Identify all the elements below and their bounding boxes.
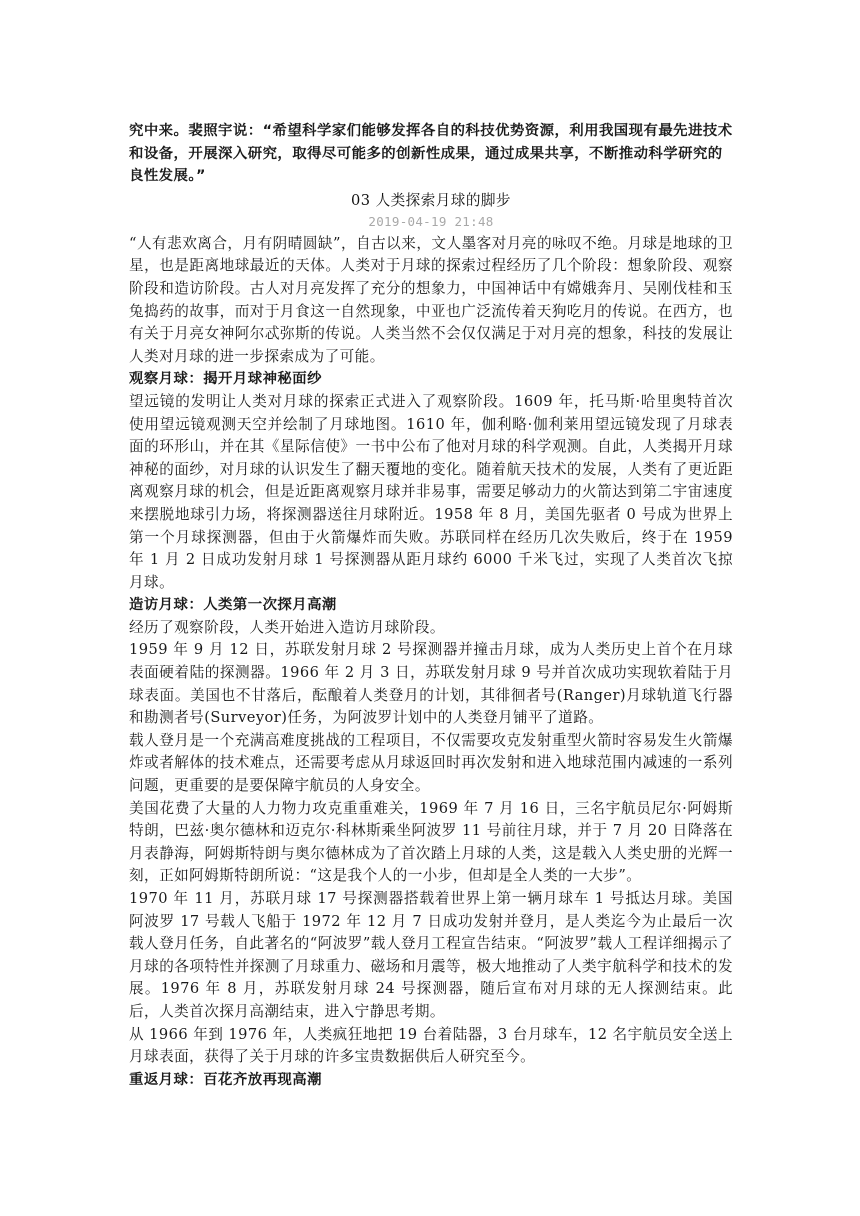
intro-paragraph: 究中来。裴照宇说：“希望科学家们能够发挥各自的科技优势资源，利用我国现有最先进技术和设备，开展深入研究，取得尽可能多的创新性成果，通过成果共享，不断推动科学研究的良性发展。”	[129, 123, 733, 185]
article	[129, 120, 733, 1091]
section-heading: 观察月球：揭开月球神秘面纱	[129, 371, 322, 388]
body-paragraph: 从 1966 年到 1976 年，人类疯狂地把 19 台着陆器，3 台月球车，12 名宇航员安全送上月球表面，获得了关于月球的许多宝贵数据供后人研究至今。	[129, 1025, 733, 1066]
body-paragraph: 经历了观察阶段，人类开始进入造访月球阶段。	[129, 618, 445, 636]
body-paragraph: 载人登月是一个充满高难度挑战的工程项目，不仅需要攻克发射重型火箭时容易发生火箭爆炸或者解体的技术难点，还需要考虑从月球返回时再次发射和进入地球范围内减速的一系列问题，更重要的是要保障宇航员的人身安全。	[129, 731, 733, 795]
body-paragraph: 1959 年 9 月 12 日，苏联发射月球 2 号探测器并撞击月球，成为人类历史上首个在月球表面硬着陆的探测器。1966 年 2 月 3 日，苏联发射月球 9 号并首次成功实现软着陆于月球表面。美国也不甘落后，酝酿着人类登月的计划，其徘徊者号(Ranger)月球轨道飞行器和勘测者号(Surveyor)任务，为阿波罗计划中的人类登月铺平了道路。	[129, 641, 733, 727]
body-paragraph: “人有悲欢离合，月有阴晴圆缺”，自古以来，文人墨客对月亮的咏叹不绝。月球是地球的卫星，也是距离地球最近的天体。人类对于月球的探索过程经历了几个阶段：想象阶段、观察阶段和造访阶段。古人对月亮发挥了充分的想象力，中国神话中有嫦娥奔月、吴刚伐桂和玉兔捣药的故事，而对于月食这一自然现象，中亚也广泛流传着天狗吃月的传说。在西方，也有关于月亮女神阿尔忒弥斯的传说。人类当然不会仅仅满足于对月亮的想象，科技的发展让人类对月球的进一步探索成为了可能。	[129, 234, 733, 365]
section-heading: 重返月球：百花齐放再现高潮	[129, 1071, 322, 1088]
body-paragraph: 望远镜的发明让人类对月球的探索正式进入了观察阶段。1609 年，托马斯·哈里奥特首次使用望远镜观测天空并绘制了月球地图。1610 年，伽利略·伽利莱用望远镜发现了月球表面的环形山，并在其《星际信使》一书中公布了他对月球的科学观测。自此，人类揭开月球神秘的面纱，对月球的认识发生了翻天覆地的变化。随着航天技术的发展，人类有了更近距离观察月球的机会，但是近距离观察月球并非易事，需要足够动力的火箭达到第二宇宙速度来摆脱地球引力场，将探测器送往月球附近。1958 年 8 月，美国先驱者 0 号成为世界上第一个月球探测器，但由于火箭爆炸而失败。苏联同样在经历几次失败后，终于在 1959 年 1 月 2 日成功发射月球 1 号探测器从距月球约 6000 千米飞过，实现了人类首次飞掠月球。	[129, 392, 733, 591]
article-date: 2019-04-19 21:48	[368, 213, 494, 229]
body-paragraph: 美国花费了大量的人力物力攻克重重难关，1969 年 7 月 16 日，三名宇航员尼尔·阿姆斯特朗，巴兹·奥尔德林和迈克尔·科林斯乘坐阿波罗 11 号前往月球，并于 7 月 20 日降落在月表静海，阿姆斯特朗与奥尔德林成为了首次踏上月球的人类，这是载入人类史册的光辉一刻，正如阿姆斯特朗所说：“这是我个人的一小步，但却是全人类的一大步”。	[129, 799, 733, 885]
section-heading: 造访月球：人类第一次探月高潮	[129, 597, 337, 614]
article-title: 03 人类探索月球的脚步	[351, 191, 511, 209]
body-paragraph: 1970 年 11 月，苏联月球 17 号探测器搭载着世界上第一辆月球车 1 号抵达月球。美国阿波罗 17 号载人飞船于 1972 年 12 月 7 日成功发射并登月，是人类迄今为止最后一次载人登月任务，自此著名的“阿波罗”载人登月工程宣告结束。“阿波罗”载人工程详细揭示了月球的各项特性并探测了月球重力、磁场和月震等，极大地推动了人类宇航科学和技术的发展。1976 年 8 月，苏联发射月球 24 号探测器，随后宣布对月球的无人探测结束。此后，人类首次探月高潮结束，进入宁静思考期。	[129, 890, 733, 1020]
